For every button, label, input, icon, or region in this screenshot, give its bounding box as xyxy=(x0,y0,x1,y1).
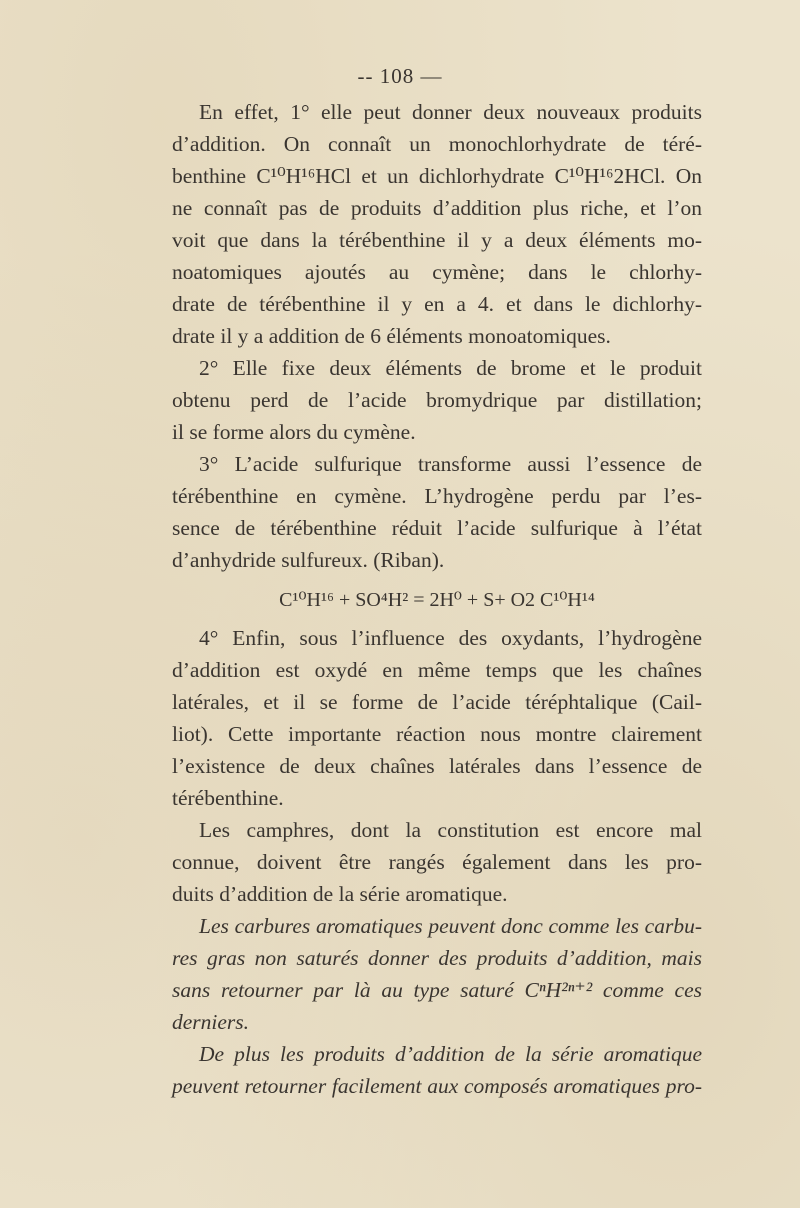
text-line: drate il y a addition de 6 éléments monoatomiques. xyxy=(172,324,611,348)
paragraph-camphres xyxy=(172,814,702,910)
paragraph-intro xyxy=(172,96,702,352)
text-line: duits d’addition de la série aromatique. xyxy=(172,882,508,906)
text-line: drate de térébenthine il y en a 4. et dans le dichlorhy- xyxy=(172,292,702,316)
chemical-equation: C¹⁰H¹⁶ + SO⁴H² = 2H⁰ + S+ O2 C¹⁰H¹⁴ xyxy=(279,589,595,611)
text-line: En effet, 1° elle peut donner deux nouveaux produits xyxy=(199,100,702,124)
text-line: 3° L’acide sulfurique transforme aussi l’essence de xyxy=(199,452,702,476)
page-body xyxy=(172,96,702,1102)
text-line: Les camphres, dont la constitution est encore mal xyxy=(199,818,702,842)
text-line: obtenu perd de l’acide bromydrique par distillation; xyxy=(172,388,702,412)
text-line: 2° Elle fixe deux éléments de brome et le produit xyxy=(199,356,702,380)
text-line: 4° Enfin, sous l’influence des oxydants, l’hydrogène xyxy=(199,626,702,650)
text-line: benthine C¹⁰H¹⁶HCl et un dichlorhydrate C¹⁰H¹⁶2HCl. On xyxy=(172,164,702,188)
text-line: sans retourner par là au type saturé CⁿH²ⁿ⁺² comme ces xyxy=(172,978,702,1002)
text-line: res gras non saturés donner des produits d’addition, mais xyxy=(172,946,702,970)
text-line: d’addition. On connaît un monochlorhydrate de téré- xyxy=(172,132,702,156)
text-line: térébenthine. xyxy=(172,786,284,810)
text-line: voit que dans la térébenthine il y a deux éléments mo- xyxy=(172,228,702,252)
text-line: d’anhydride sulfureux. (Riban). xyxy=(172,548,445,572)
text-line: peuvent retourner facilement aux composés aromatiques pro- xyxy=(172,1074,702,1098)
paragraph-conclusion-2 xyxy=(172,1038,702,1102)
text-line: l’existence de deux chaînes latérales dans l’essence de xyxy=(172,754,702,778)
text-line: sence de térébenthine réduit l’acide sulfurique à l’état xyxy=(172,516,702,540)
paragraph-point-4 xyxy=(172,622,702,814)
text-line: connue, doivent être rangés également dans les pro- xyxy=(172,850,702,874)
text-line: térébenthine en cymène. L’hydrogène perdu par l’es- xyxy=(172,484,702,508)
text-line: liot). Cette importante réaction nous montre clairement xyxy=(172,722,702,746)
text-line: derniers. xyxy=(172,1010,250,1034)
text-line: d’addition est oxydé en même temps que les chaînes xyxy=(172,658,702,682)
text-line: Les carbures aromatiques peuvent donc comme les carbu- xyxy=(199,914,702,938)
text-line: latérales, et il se forme de l’acide téréphtalique (Cail- xyxy=(172,690,702,714)
page-number: -- 108 — xyxy=(357,64,443,88)
paragraph-conclusion-1 xyxy=(172,910,702,1038)
paragraph-point-2 xyxy=(172,352,702,448)
text-line: ne connaît pas de produits d’addition plus riche, et l’on xyxy=(172,196,702,220)
text-line: il se forme alors du cymène. xyxy=(172,420,416,444)
text-line: De plus les produits d’addition de la série aromatique xyxy=(199,1042,702,1066)
text-line: noatomiques ajoutés au cymène; dans le chlorhy- xyxy=(172,260,702,284)
paragraph-point-3 xyxy=(172,448,702,576)
